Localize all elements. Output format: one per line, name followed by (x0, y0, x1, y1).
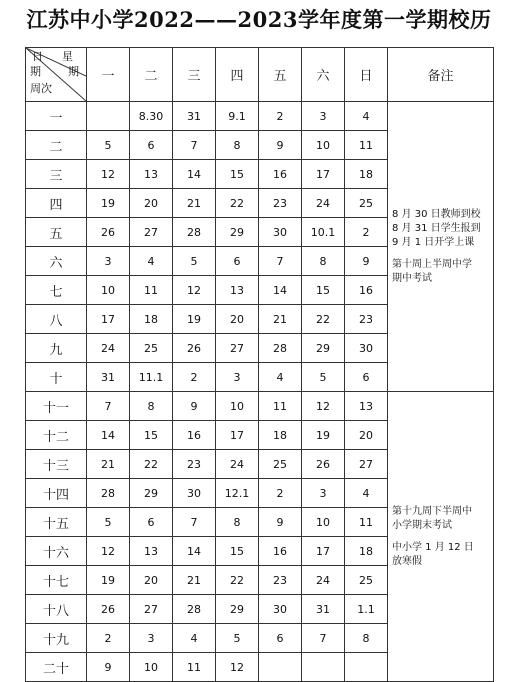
date-cell: 23 (259, 566, 302, 595)
day-header: 五 (259, 48, 302, 102)
date-cell: 8 (130, 392, 173, 421)
remarks-header: 备注 (388, 48, 494, 102)
date-cell: 31 (173, 102, 216, 131)
day-header: 日 (345, 48, 388, 102)
date-cell: 23 (173, 450, 216, 479)
date-cell: 3 (87, 247, 130, 276)
date-cell: 4 (259, 363, 302, 392)
date-cell: 2 (259, 479, 302, 508)
date-cell: 30 (259, 595, 302, 624)
date-cell (302, 653, 345, 682)
date-cell: 22 (130, 450, 173, 479)
remarks-spacer (392, 250, 490, 258)
date-cell: 17 (302, 160, 345, 189)
date-cell: 27 (216, 334, 259, 363)
day-header: 二 (130, 48, 173, 102)
date-cell: 17 (302, 537, 345, 566)
week-number-cell: 四 (26, 189, 87, 218)
date-cell: 24 (87, 334, 130, 363)
date-cell: 12 (173, 276, 216, 305)
date-cell: 9 (345, 247, 388, 276)
date-cell: 25 (259, 450, 302, 479)
date-cell: 11 (345, 131, 388, 160)
date-cell: 5 (216, 624, 259, 653)
week-row (26, 392, 494, 421)
week-number-cell: 二十 (26, 653, 87, 682)
date-cell: 18 (130, 305, 173, 334)
date-cell: 2 (173, 363, 216, 392)
date-cell: 19 (87, 189, 130, 218)
date-cell: 14 (259, 276, 302, 305)
date-cell (345, 653, 388, 682)
date-cell: 16 (173, 421, 216, 450)
date-cell: 15 (216, 537, 259, 566)
date-cell: 11 (173, 653, 216, 682)
date-cell: 4 (345, 102, 388, 131)
date-cell: 29 (302, 334, 345, 363)
date-cell: 3 (302, 479, 345, 508)
page-title: 江苏中小学2022——2023学年度第一学期校历 (26, 7, 492, 32)
remark-line: 期中考试 (392, 272, 432, 284)
date-cell: 15 (302, 276, 345, 305)
date-cell: 16 (259, 160, 302, 189)
date-cell: 24 (302, 566, 345, 595)
date-cell: 7 (302, 624, 345, 653)
date-cell: 8 (302, 247, 345, 276)
day-header: 四 (216, 48, 259, 102)
date-cell: 20 (345, 421, 388, 450)
date-cell: 7 (259, 247, 302, 276)
remark-line: 第十九周下半周中 (392, 505, 472, 517)
day-header: 三 (173, 48, 216, 102)
date-cell: 18 (259, 421, 302, 450)
date-cell: 31 (302, 595, 345, 624)
date-cell: 24 (302, 189, 345, 218)
date-cell: 12 (216, 653, 259, 682)
date-cell: 15 (216, 160, 259, 189)
date-cell: 10 (302, 131, 345, 160)
date-cell: 29 (216, 218, 259, 247)
week-row (26, 102, 494, 131)
week-number-cell: 十三 (26, 450, 87, 479)
date-cell: 8 (345, 624, 388, 653)
date-cell: 13 (130, 537, 173, 566)
corner-header-cell (26, 48, 87, 102)
date-cell: 9 (259, 508, 302, 537)
date-cell: 27 (130, 595, 173, 624)
date-cell: 14 (87, 421, 130, 450)
date-cell: 11 (345, 508, 388, 537)
week-number-cell: 十 (26, 363, 87, 392)
date-cell: 26 (87, 595, 130, 624)
date-cell (87, 102, 130, 131)
date-cell: 6 (259, 624, 302, 653)
date-cell: 28 (173, 218, 216, 247)
week-number-cell: 五 (26, 218, 87, 247)
date-cell: 18 (345, 537, 388, 566)
remarks-spacer (392, 533, 490, 541)
date-cell: 22 (216, 566, 259, 595)
day-header: 六 (302, 48, 345, 102)
date-cell: 10 (87, 276, 130, 305)
date-cell: 18 (345, 160, 388, 189)
date-cell: 4 (173, 624, 216, 653)
date-cell: 11 (130, 276, 173, 305)
date-cell: 12.1 (216, 479, 259, 508)
date-cell: 23 (259, 189, 302, 218)
date-cell: 5 (173, 247, 216, 276)
date-cell: 6 (345, 363, 388, 392)
week-number-cell: 十二 (26, 421, 87, 450)
date-cell: 3 (216, 363, 259, 392)
date-cell: 30 (345, 334, 388, 363)
date-cell: 13 (130, 160, 173, 189)
remark-line: 小学期末考试 (392, 519, 452, 531)
date-cell: 2 (87, 624, 130, 653)
remarks-cell (388, 102, 494, 392)
date-cell: 28 (87, 479, 130, 508)
date-cell: 29 (130, 479, 173, 508)
date-cell: 28 (259, 334, 302, 363)
date-cell: 21 (259, 305, 302, 334)
date-cell: 30 (173, 479, 216, 508)
date-cell: 7 (87, 392, 130, 421)
school-calendar-table (25, 47, 494, 682)
date-cell: 25 (345, 189, 388, 218)
remark-line: 放寒假 (392, 555, 422, 567)
corner-label-qi-top: 期 (30, 65, 41, 78)
week-number-cell: 三 (26, 160, 87, 189)
week-number-cell: 十一 (26, 392, 87, 421)
corner-label-qi-mid: 期 (68, 65, 79, 78)
week-number-cell: 十四 (26, 479, 87, 508)
date-cell: 9 (259, 131, 302, 160)
date-cell: 8 (216, 131, 259, 160)
date-cell: 5 (87, 131, 130, 160)
corner-label-zhouci: 周次 (30, 82, 52, 95)
date-cell: 12 (302, 392, 345, 421)
date-cell: 7 (173, 131, 216, 160)
date-cell: 19 (302, 421, 345, 450)
day-header: 一 (87, 48, 130, 102)
remark-line: 9 月 1 日开学上课 (392, 236, 475, 248)
date-cell: 26 (302, 450, 345, 479)
date-cell: 28 (173, 595, 216, 624)
date-cell: 19 (87, 566, 130, 595)
date-cell: 9 (173, 392, 216, 421)
date-cell: 10 (216, 392, 259, 421)
week-number-cell: 八 (26, 305, 87, 334)
date-cell: 21 (173, 189, 216, 218)
date-cell: 10 (130, 653, 173, 682)
date-cell: 11.1 (130, 363, 173, 392)
calendar-body (26, 102, 494, 682)
week-number-cell: 六 (26, 247, 87, 276)
date-cell: 20 (130, 566, 173, 595)
header-row (26, 48, 494, 102)
corner-label-xing: 星 (62, 50, 73, 63)
date-cell: 8.30 (130, 102, 173, 131)
date-cell: 14 (173, 160, 216, 189)
date-cell: 25 (130, 334, 173, 363)
date-cell: 15 (130, 421, 173, 450)
date-cell: 20 (130, 189, 173, 218)
date-cell: 12 (87, 160, 130, 189)
date-cell: 6 (216, 247, 259, 276)
date-cell: 8 (216, 508, 259, 537)
date-cell: 3 (130, 624, 173, 653)
date-cell: 4 (345, 479, 388, 508)
date-cell: 17 (87, 305, 130, 334)
corner-label-ri: 日 (32, 50, 43, 63)
date-cell: 23 (345, 305, 388, 334)
week-number-cell: 十八 (26, 595, 87, 624)
date-cell: 9 (87, 653, 130, 682)
remark-line: 第十周上半周中学 (392, 258, 472, 270)
remark-line: 8 月 30 日教师到校 (392, 208, 481, 220)
date-cell: 29 (216, 595, 259, 624)
date-cell: 21 (173, 566, 216, 595)
date-cell: 5 (302, 363, 345, 392)
date-cell: 14 (173, 537, 216, 566)
week-number-cell: 十七 (26, 566, 87, 595)
date-cell: 6 (130, 131, 173, 160)
date-cell: 27 (130, 218, 173, 247)
date-cell: 2 (345, 218, 388, 247)
date-cell: 4 (130, 247, 173, 276)
date-cell: 16 (345, 276, 388, 305)
remark-line: 中小学 1 月 12 日 (392, 541, 474, 553)
date-cell: 22 (216, 189, 259, 218)
date-cell: 13 (345, 392, 388, 421)
date-cell: 24 (216, 450, 259, 479)
remark-line: 8 月 31 日学生报到 (392, 222, 481, 234)
date-cell: 27 (345, 450, 388, 479)
date-cell: 26 (173, 334, 216, 363)
date-cell: 6 (130, 508, 173, 537)
week-number-cell: 一 (26, 102, 87, 131)
date-cell: 16 (259, 537, 302, 566)
date-cell: 12 (87, 537, 130, 566)
date-cell: 11 (259, 392, 302, 421)
date-cell: 7 (173, 508, 216, 537)
date-cell: 5 (87, 508, 130, 537)
date-cell: 17 (216, 421, 259, 450)
week-number-cell: 九 (26, 334, 87, 363)
date-cell: 2 (259, 102, 302, 131)
date-cell: 25 (345, 566, 388, 595)
date-cell: 22 (302, 305, 345, 334)
week-number-cell: 十六 (26, 537, 87, 566)
date-cell: 30 (259, 218, 302, 247)
date-cell: 20 (216, 305, 259, 334)
date-cell: 3 (302, 102, 345, 131)
date-cell: 19 (173, 305, 216, 334)
date-cell: 10 (302, 508, 345, 537)
week-number-cell: 十九 (26, 624, 87, 653)
week-number-cell: 七 (26, 276, 87, 305)
date-cell: 1.1 (345, 595, 388, 624)
date-cell: 13 (216, 276, 259, 305)
date-cell: 21 (87, 450, 130, 479)
week-number-cell: 十五 (26, 508, 87, 537)
date-cell (259, 653, 302, 682)
date-cell: 31 (87, 363, 130, 392)
week-number-cell: 二 (26, 131, 87, 160)
remarks-cell (388, 392, 494, 682)
date-cell: 10.1 (302, 218, 345, 247)
date-cell: 9.1 (216, 102, 259, 131)
date-cell: 26 (87, 218, 130, 247)
